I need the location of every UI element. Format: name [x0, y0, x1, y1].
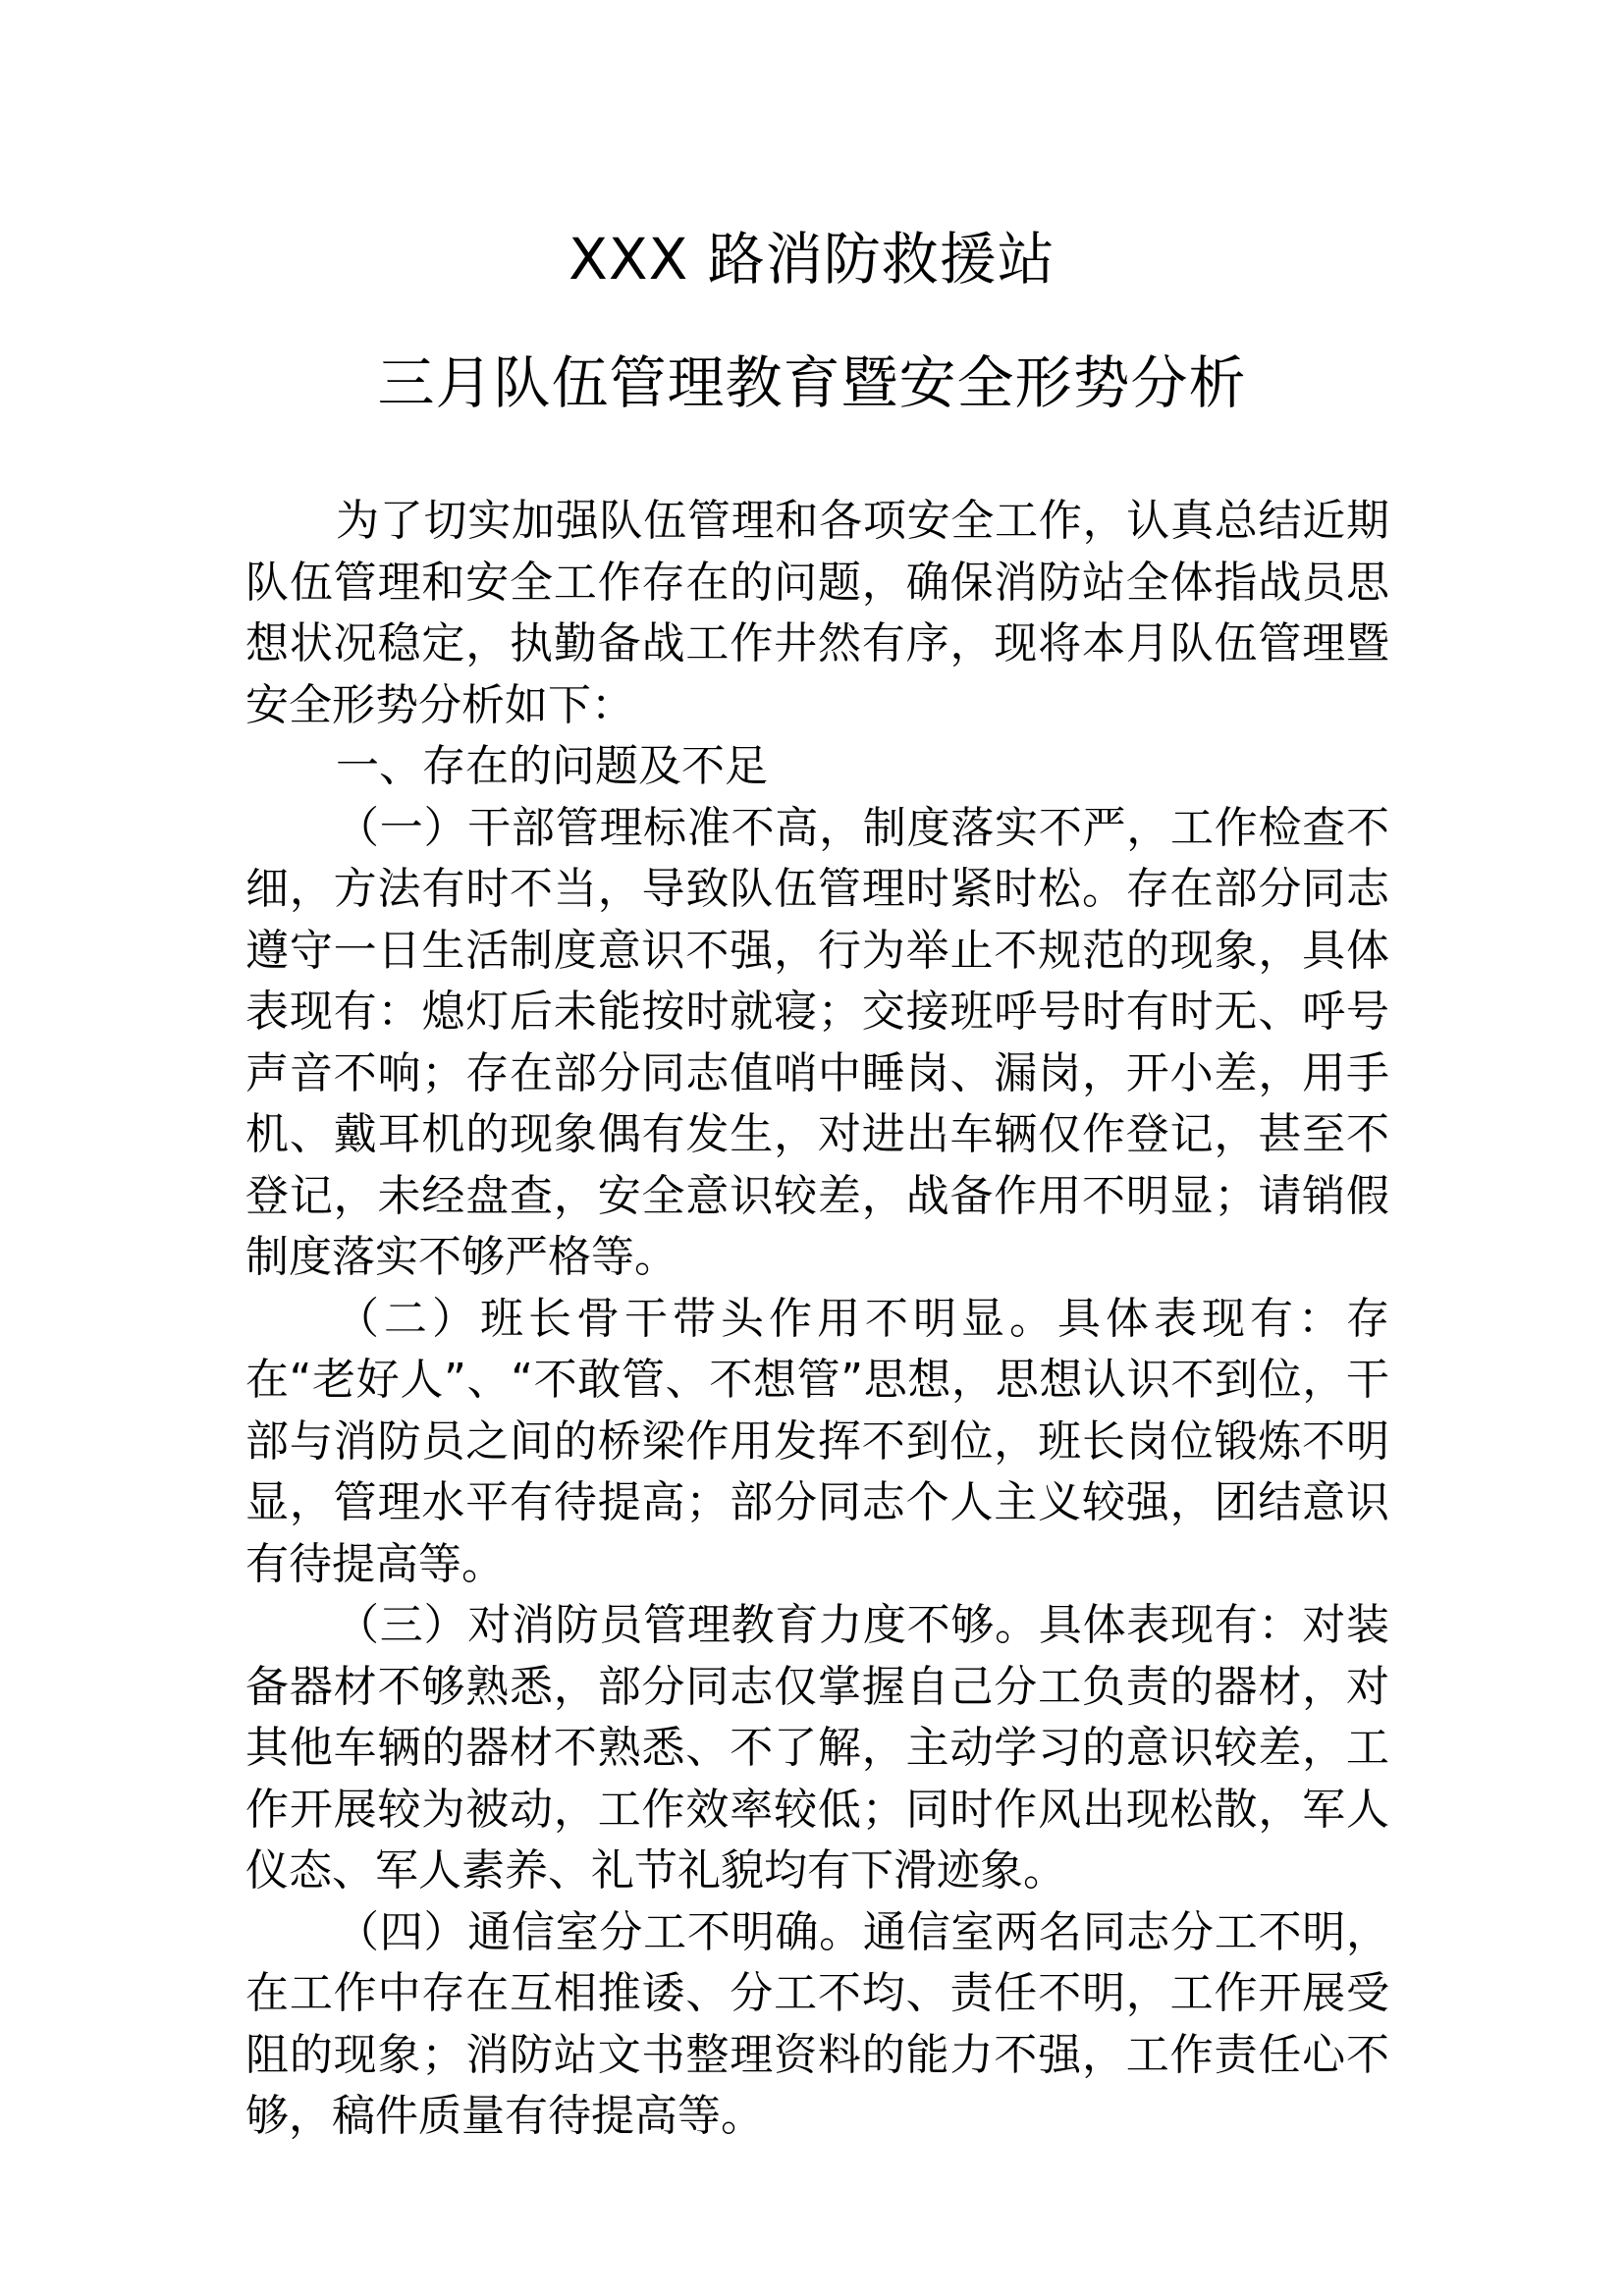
- title-line-station: XXX 路消防救援站: [568, 226, 1056, 293]
- intro-paragraph: 为了切实加强队伍管理和各项安全工作，认真总结近期队伍管理和安全工作存在的问题，确保消防站全体指战员思想状况稳定，执勤备战工作井然有序，现将本月队伍管理暨安全形势分析如下：: [245, 496, 1389, 730]
- document-title: [0, 218, 1624, 424]
- issue-paragraph-3: （三）对消防员管理教育力度不够。具体表现有：对装备器材不够熟悉，部分同志仅掌握自己分工负责的器材，对其他车辆的器材不熟悉、不了解，主动学习的意识较差，工作开展较为被动，工作效率较低；同时作风出现松散，军人仪态、军人素养、礼节礼貌均有下滑迹象。: [245, 1600, 1389, 1896]
- section-heading: 一、存在的问题及不足: [336, 741, 768, 791]
- issue-paragraph-2: （二）班长骨干带头作用不明显。具体表现有：存在“老好人”、“不敢管、不想管”思想，思想认识不到位，干部与消防员之间的桥梁作用发挥不到位，班长岗位锻炼不明显，管理水平有待提高；部分同志个人主义较强，团结意识有待提高等。: [245, 1293, 1389, 1589]
- issue-paragraph-4: （四）通信室分工不明确。通信室两名同志分工不明，在工作中存在互相推诿、分工不均、责任不明，工作开展受阻的现象；消防站文书整理资料的能力不强，工作责任心不够，稿件质量有待提高等。: [245, 1906, 1389, 2141]
- issue-paragraph-1: （一）干部管理标准不高，制度落实不严，工作检查不细，方法有时不当，导致队伍管理时紧时松。存在部分同志遵守一日生活制度意识不强，行为举止不规范的现象，具体表现有：熄灯后未能按时就寝；交接班呼号时有时无、呼号声音不响；存在部分同志值哨中睡岗、漏岗，开小差，用手机、戴耳机的现象偶有发生，对进出车辆仅作登记，甚至不登记，未经盘查，安全意识较差，战备作用不明显；请销假制度落实不够严格等。: [245, 802, 1389, 1282]
- title-line-subject: 三月队伍管理教育暨安全形势分析: [377, 349, 1247, 416]
- document-body: [245, 491, 1389, 2148]
